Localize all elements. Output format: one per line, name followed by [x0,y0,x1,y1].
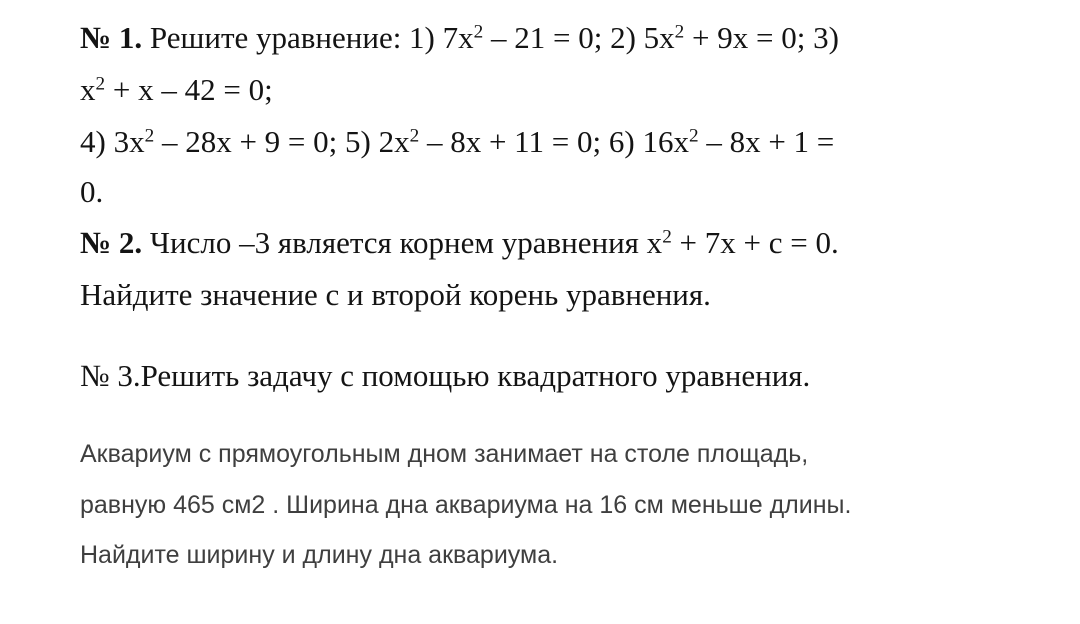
task3-paragraph-line1: Аквариум с прямоугольным дном занимает на столе площадь, [80,440,809,468]
task1-line3 [80,122,834,162]
task1-eq2-rest: + 9x = 0; 3) [684,20,839,55]
exponent: 2 [662,226,672,248]
task1-eq3-rest: + x – 42 = 0; [105,72,273,107]
task3-paragraph-line3: Найдите ширину и длину дна аквариума. [80,541,559,569]
task1-line1 [80,18,839,58]
task1-eq6-end: 0. [80,174,104,209]
task1-eq5-rest: – 8x + 11 = 0; 6) 16x [419,124,689,159]
task1-eq4-rest: – 28x + 9 = 0; 5) 2x [154,124,410,159]
exponent: 2 [688,125,699,147]
task1-intro: Решите уравнение: 1) 7x [142,20,474,55]
task2-text-a: Число –3 является корнем уравнения x [142,225,663,260]
task1-eq6-rest: – 8x + 1 = [698,124,835,159]
task2-question: Найдите значение с и второй корень уравнения. [80,277,711,312]
task3-heading: № 3.Решить задачу с помощью квадратного уравнения. [80,358,811,393]
task3-paragraph-line2: равную 465 см2 . Ширина дна аквариума на 16 см меньше длины. [80,491,852,519]
task1-line2 [80,70,273,110]
task2-number: № 2. [80,225,143,260]
task1-eq4-start: 4) 3x [80,124,145,159]
exponent: 2 [674,21,685,43]
task2-line2 [80,275,711,315]
exponent: 2 [409,125,420,147]
task1-line4 [80,172,103,212]
exponent: 2 [473,21,484,43]
task2-line1 [80,223,839,263]
exponent: 2 [95,73,106,95]
task1-eq3-start: x [80,72,96,107]
task3-title [80,356,810,396]
task2-text-b: + 7x + c = 0. [671,225,839,260]
exponent: 2 [144,125,155,147]
task1-eq1-rest: – 21 = 0; 2) 5x [483,20,675,55]
task1-number: № 1. [80,20,143,55]
